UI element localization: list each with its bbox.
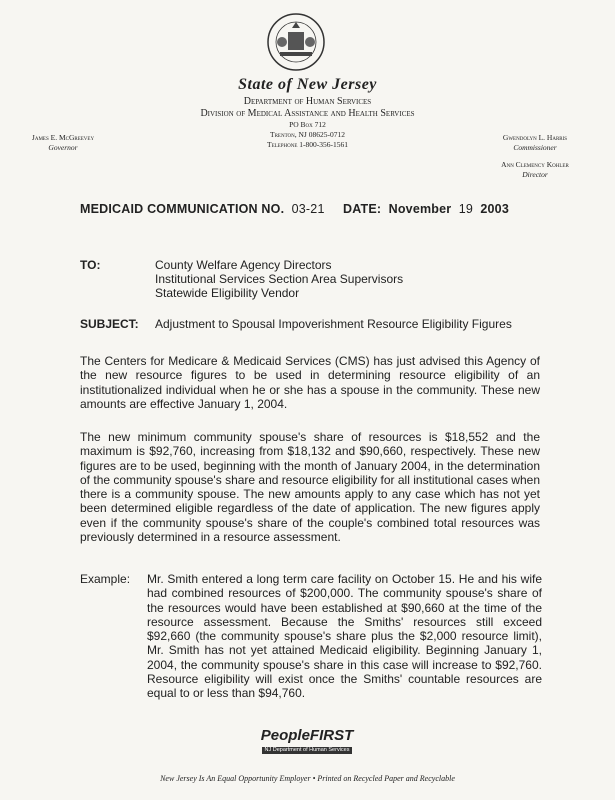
subject-text: Adjustment to Spousal Impoverishment Resource Eligibility Figures	[155, 317, 512, 331]
date-month: November	[388, 202, 452, 216]
commissioner-title: Commissioner	[513, 143, 557, 152]
body-paragraph: The Centers for Medicare & Medicaid Services (CMS) has just advised this Agency of the new resource figures to be used in determining resource eligibility of an institutionalized individual when he or she has a spouse in the community. These new amounts are effective January 1, 2004.	[80, 354, 540, 411]
recipient-item: Statewide Eligibility Vendor	[155, 286, 300, 300]
subject-label: SUBJECT:	[80, 317, 139, 331]
governor-title: Governor	[48, 143, 78, 152]
memo-header	[80, 202, 509, 216]
governor-name: James E. McGreevey	[31, 133, 95, 142]
po-box: PO Box 712	[289, 120, 326, 129]
department-name: Department of Human Services	[243, 96, 372, 107]
date-day: 19	[458, 202, 474, 216]
director-title: Director	[522, 170, 548, 179]
recipient-item: Institutional Services Section Area Supervisors	[155, 272, 404, 286]
recipient-item: County Welfare Agency Directors	[155, 258, 332, 272]
date-label: DATE:	[342, 202, 382, 216]
people-first-logo: PeopleFIRST	[260, 727, 354, 744]
comm-number: 03-21	[291, 202, 325, 216]
director-name: Ann Clemency Kohler	[501, 160, 569, 169]
footer-tagline: New Jersey Is An Equal Opportunity Employer • Printed on Recycled Paper and Recyclable	[160, 774, 455, 783]
to-label: TO:	[80, 258, 101, 272]
body-paragraph: The new minimum community spouse's share of resources is $18,552 and the maximum is $92,760, increasing from $18,132 and $90,660, respectively. These new figures are to be used, beginning with the month of January 2004, in the determination of the community spouse's share and resource eligibility for all institutional cases when there is a community spouse. The new amounts apply to any case which has not yet been determined eligible regardless of the date of application. The new figures apply even if the community spouse's share of the couple's combined total resources was previously determined in a resource assessment.	[80, 430, 540, 545]
example-text: Mr. Smith entered a long term care facility on October 15. He and his wife had combined resources of $200,000. The community spouse's share of the resources would have been established at $90,660 at the time of the resource assessment. Because the Smiths' resources still exceed $92,660 (the community spouse's share plus the $2,000 resource limit), Mr. Smith has not yet attained Medicaid eligibility. Beginning January 1, 2004, the community spouse's share in this case will increase to $92,760. Resource eligibility will exist once the Smiths' countable resources are equal to or less than $94,760.	[147, 572, 542, 701]
date-year: 2003	[480, 202, 509, 216]
state-title: State of New Jersey	[238, 76, 377, 93]
city-address: Trenton, NJ 08625-0712	[270, 130, 345, 139]
comm-label: MEDICAID COMMUNICATION NO.	[80, 202, 285, 216]
state-seal-icon	[266, 12, 326, 72]
commissioner-name: Gwendolyn L. Harris	[502, 133, 568, 142]
telephone: Telephone 1-800-356-1561	[266, 140, 349, 149]
example-label: Example:	[80, 572, 131, 586]
division-name: Division of Medical Assistance and Health Services	[200, 108, 415, 119]
logo-subtext: NJ Department of Human Services	[262, 747, 352, 754]
